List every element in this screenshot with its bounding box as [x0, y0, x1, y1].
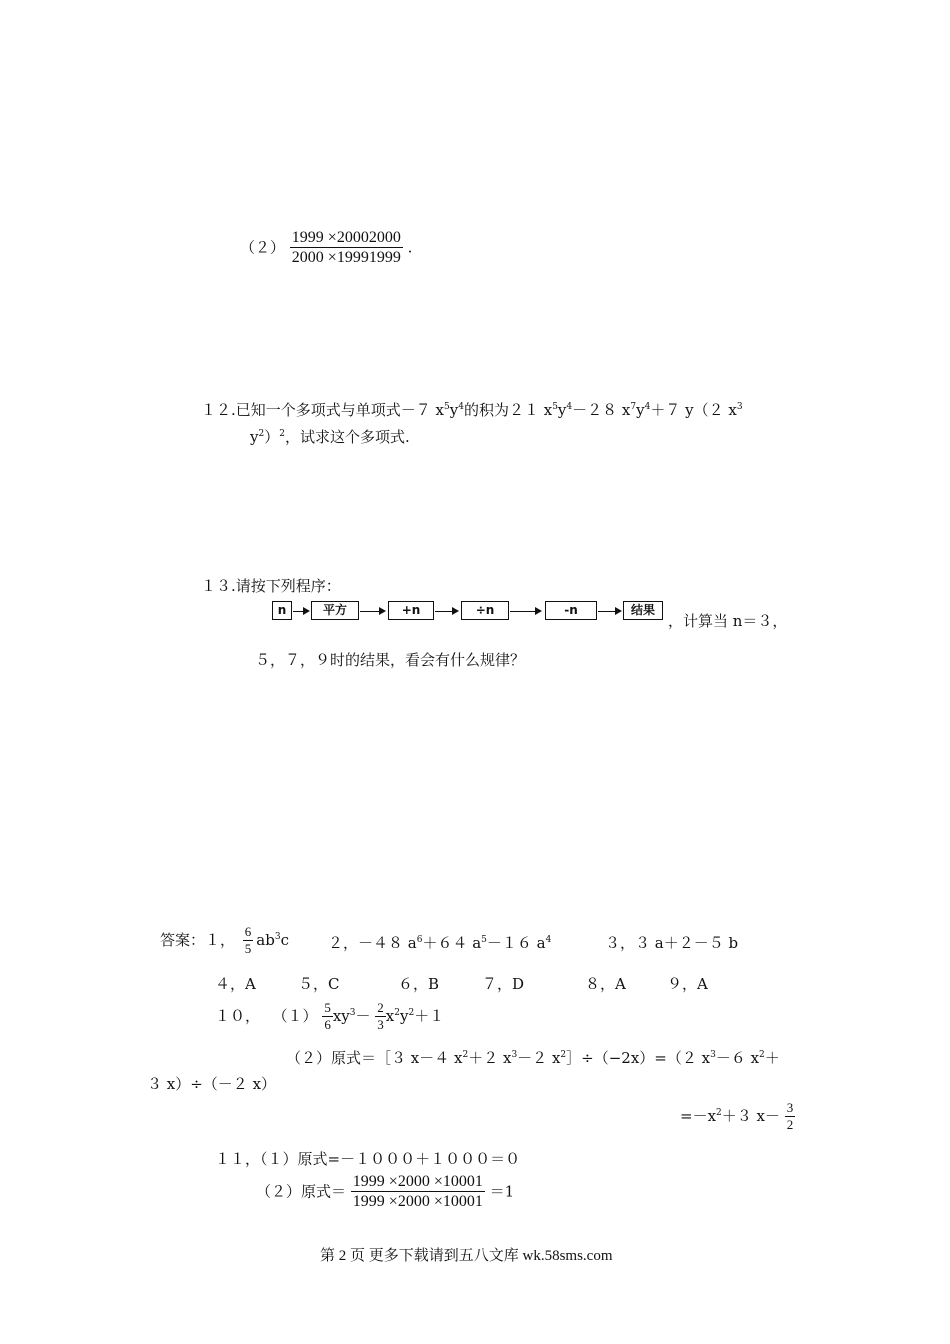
- flow-arrow-icon: [435, 611, 457, 612]
- answer-text: xy: [332, 1007, 350, 1026]
- q12-text: １２.已知一个多项式与单项式－７ x: [201, 401, 444, 419]
- fraction-numerator: 5: [324, 1000, 331, 1015]
- exponent: 4: [545, 935, 552, 945]
- answer-text: －: [355, 1007, 371, 1026]
- fraction-denominator: 6: [324, 1016, 331, 1032]
- exponent: 2: [408, 1008, 415, 1019]
- answer-text: ＝1: [489, 1182, 515, 1201]
- q12-text: ，试求这个多项式.: [284, 428, 410, 446]
- answer-text: ＋: [764, 1049, 780, 1067]
- fraction: [351, 1172, 485, 1211]
- fraction-numerator: 6: [244, 924, 252, 939]
- flow-arrow-icon: [360, 611, 384, 612]
- answers-row1: [160, 924, 289, 956]
- answer-3: ３，３ a＋２－５ b: [605, 934, 739, 952]
- answer-7: ７，D: [482, 975, 525, 993]
- answers-row5: ３ x）÷（－２ x）: [147, 1075, 277, 1093]
- answer-text: （２）原式＝［３ x－４ x: [286, 1049, 463, 1067]
- answer-text: （１）: [280, 1007, 318, 1026]
- answer-text: ＋６４ a: [422, 934, 482, 952]
- q12-text: ＋７ y（２ x: [650, 401, 737, 419]
- exponent: 2: [462, 1050, 469, 1060]
- flow-box-minus-n: -n: [545, 601, 597, 620]
- exponent: 2: [258, 429, 265, 439]
- answer-6: ６，B: [398, 975, 440, 993]
- q11-part2-period: .: [407, 238, 413, 257]
- answer-text: ＋３ x－: [721, 1107, 780, 1126]
- fraction: [243, 924, 254, 956]
- fraction: [785, 1100, 796, 1132]
- q12-text: －２８ x: [572, 401, 631, 419]
- fraction-numerator: 1999 ×2000 ×10001: [351, 1172, 485, 1192]
- page-footer: 第 2 页 更多下载请到五八文库 wk.58sms.com: [320, 1248, 613, 1264]
- answer-5: ５，C: [298, 975, 340, 993]
- fraction-numerator: 3: [786, 1100, 794, 1115]
- answer-text: （２）原式＝: [256, 1182, 347, 1201]
- exponent: 4: [566, 402, 573, 412]
- flow-arrow-icon: [598, 611, 620, 612]
- fraction-numerator: 1999 ×20002000: [290, 228, 403, 248]
- flow-box-n: n: [272, 601, 292, 620]
- answers-row7: １１，（１）原式=－１０００＋１０００＝０: [215, 1150, 521, 1168]
- answer-2: [328, 934, 551, 952]
- fraction: [322, 1000, 333, 1032]
- fraction-denominator: 5: [244, 940, 252, 956]
- q12-line2: [250, 428, 410, 446]
- exponent: 2: [716, 1108, 722, 1119]
- fraction-denominator: 1999 ×2000 ×10001: [352, 1193, 483, 1211]
- q13-intro: １３.请按下列程序：: [201, 577, 341, 595]
- q12-text: y: [449, 401, 459, 419]
- answers-row3: [215, 1000, 444, 1032]
- q12-line1: [201, 401, 743, 419]
- exponent: 3: [511, 1050, 518, 1060]
- fraction: [375, 1000, 386, 1032]
- answer-text: －６ x: [715, 1049, 760, 1067]
- exponent: 4: [644, 402, 651, 412]
- exponent: 7: [630, 402, 637, 412]
- exponent: 5: [444, 402, 450, 412]
- answer-text: y: [399, 1007, 409, 1026]
- exponent: 3: [349, 1008, 356, 1019]
- exponent: 2: [560, 1050, 567, 1060]
- q12-text: y: [250, 428, 259, 446]
- answer-label: １０，: [215, 1007, 261, 1026]
- exponent: 2: [279, 429, 285, 439]
- flow-box-result: 结果: [623, 601, 663, 620]
- q13-line2: ５，７，９时的结果，看会有什么规律？: [255, 651, 526, 669]
- answer-text: －２ x: [517, 1049, 561, 1067]
- exponent: 4: [458, 402, 464, 412]
- exponent: 2: [394, 1008, 400, 1019]
- fraction-denominator: 2: [786, 1116, 794, 1132]
- answer-text: x: [385, 1007, 395, 1026]
- q13-after: ，计算当 n＝３，: [668, 612, 788, 630]
- exponent: 3: [710, 1050, 716, 1060]
- answer-text: ＋１: [414, 1007, 445, 1026]
- q12-text: y: [557, 401, 567, 419]
- answer-text: ２，－４８ a: [328, 934, 417, 952]
- q12-text: 的积为２１ x: [463, 401, 553, 419]
- answers-row6: [680, 1100, 795, 1132]
- fraction-denominator: 3: [377, 1016, 384, 1032]
- flow-box-square: 平方: [311, 601, 359, 620]
- exponent: 5: [481, 935, 487, 945]
- answer-9: ９，A: [667, 975, 708, 993]
- answers-row4: [286, 1049, 780, 1067]
- answer-text: －１６ a: [486, 934, 546, 952]
- exponent: 6: [416, 935, 423, 945]
- answers-label: 答案：１，: [160, 931, 236, 950]
- answer-4: ４，A: [215, 975, 256, 993]
- flow-arrow-icon: [510, 611, 540, 612]
- q11-part2-label: （２）: [240, 238, 286, 257]
- q11-part2-fraction: [290, 228, 403, 267]
- flow-box-divide-n: ÷n: [461, 601, 509, 620]
- flow-box-plus-n: +n: [388, 601, 434, 620]
- q12-text: ）: [264, 428, 280, 446]
- answer-text: ab: [256, 931, 275, 950]
- exponent: 5: [552, 402, 558, 412]
- exponent: 3: [274, 932, 281, 943]
- answers-row8: [256, 1172, 514, 1211]
- q12-text: y: [636, 401, 645, 419]
- q11-part2: [240, 228, 412, 267]
- answer-text: ］÷（−2x）=（２ x: [566, 1049, 711, 1067]
- answer-text: =－x: [680, 1107, 717, 1126]
- fraction-numerator: 2: [377, 1000, 384, 1015]
- answer-text: ＋２ x: [468, 1049, 512, 1067]
- fraction-denominator: 2000 ×19991999: [291, 249, 401, 267]
- flow-arrow-icon: [293, 611, 308, 612]
- answer-8: ８，A: [585, 975, 626, 993]
- exponent: 3: [736, 402, 743, 412]
- exponent: 2: [759, 1050, 765, 1060]
- answer-text: c: [280, 931, 289, 950]
